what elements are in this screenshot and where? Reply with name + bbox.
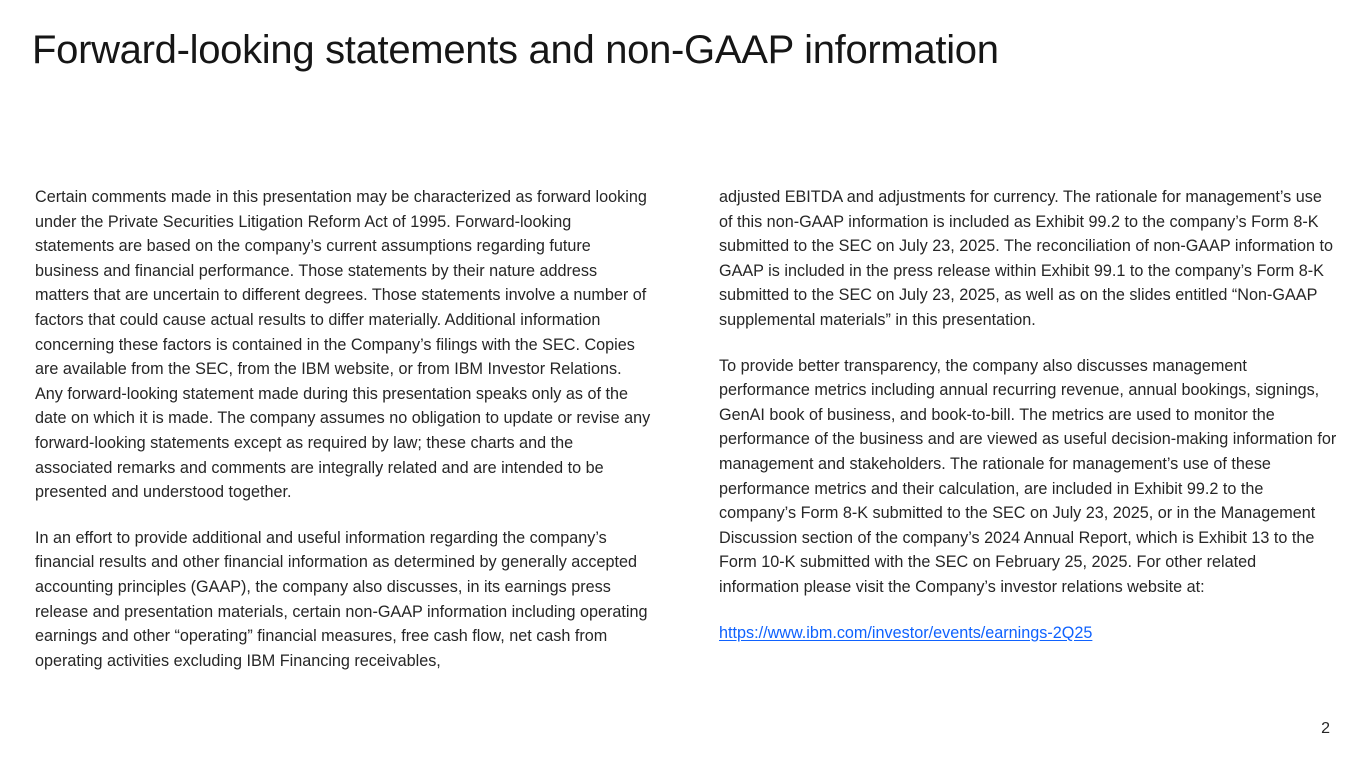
slide-title: Forward-looking statements and non-GAAP information — [32, 28, 999, 72]
investor-link-paragraph — [719, 621, 1337, 646]
non-gaap-continuation-paragraph: adjusted EBITDA and adjustments for currency. The rationale for management’s use of this non-GAAP information is included as Exhibit 99.2 to the company’s Form 8-K submitted to the SEC on July 23, 2025. The reconciliation of non-GAAP information to GAAP is included in the press release within Exhibit 99.1 to the company’s Form 8-K submitted to the SEC on July 23, 2025, as well as on the slides entitled “Non-GAAP supplemental materials” in this presentation. — [719, 188, 1333, 329]
investor-relations-link[interactable]: https://www.ibm.com/investor/events/earnings-2Q25 — [719, 623, 1093, 642]
left-text-column — [35, 185, 653, 673]
non-gaap-intro-paragraph: In an effort to provide additional and useful information regarding the company’s financial results and other financial information as determined by generally accepted accounting principles (GAAP), the company also discusses, in its earnings press release and presentation materials, certain non-GAAP information including operating earnings and other “operating” financial measures, free cash flow, net cash from operating activities excluding IBM Financing receivables, — [35, 528, 648, 670]
forward-looking-paragraph: Certain comments made in this presentation may be characterized as forward looking under the Private Securities Litigation Reform Act of 1995. Forward-looking statements are based on the company’s current assumptions regarding future business and financial performance. Those statements by their nature address matters that are uncertain to different degrees. Those statements involve a number of factors that could cause actual results to differ materially. Additional information concerning these factors is contained in the Company’s filings with the SEC. Copies are available from the SEC, from the IBM website, or from IBM Investor Relations. Any forward-looking statement made during this presentation speaks only as of the date on which it is made. The company assumes no obligation to update or revise any forward-looking statements except as required by law; these charts and the associated remarks and comments are integrally related and are intended to be presented and understood together. — [35, 188, 651, 502]
performance-metrics-paragraph: To provide better transparency, the company also discusses management performance metrics including annual recurring revenue, annual bookings, signings, GenAI book of business, and book-to-bill. The metrics are used to monitor the performance of the business and are viewed as useful decision-making information for management and stakeholders. The rationale for management’s use of these performance metrics and their calculation, are included in Exhibit 99.2 to the company’s Form 8-K submitted to the SEC on July 23, 2025, or in the Management Discussion section of the company’s 2024 Annual Report, which is Exhibit 13 to the Form 10-K submitted with the SEC on February 25, 2025. For other related information please visit the Company’s investor relations website at: — [719, 356, 1337, 596]
right-text-column — [719, 185, 1337, 645]
page-number: 2 — [1321, 720, 1330, 737]
